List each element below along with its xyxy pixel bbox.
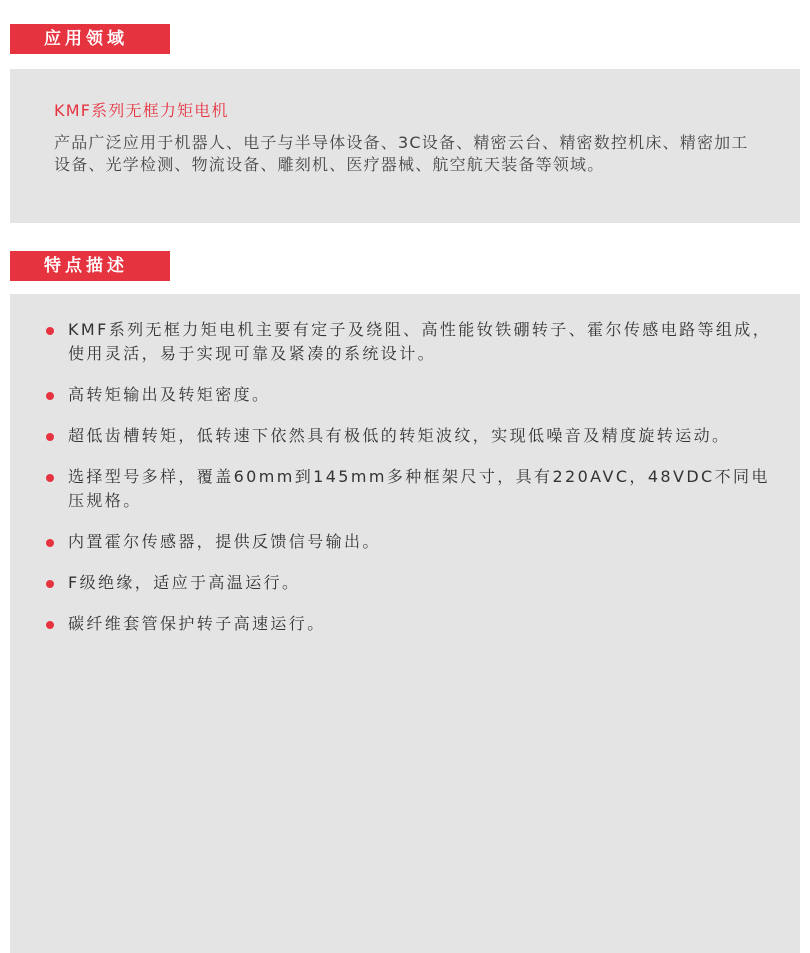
feature-text: 选择型号多样，覆盖60mm到145mm多种框架尺寸，具有220AVC，48VDC不同电压规格。 <box>68 467 770 510</box>
product-title: KMF系列无框力矩电机 <box>54 101 229 120</box>
feature-item <box>44 424 774 448</box>
section-heading-text: 特点描述 <box>44 256 128 276</box>
feature-text: 碳纤维套管保护转子高速运行。 <box>68 614 326 633</box>
bullet-dot-icon <box>46 433 54 441</box>
feature-text: F级绝缘，适应于高温运行。 <box>68 573 301 592</box>
feature-list <box>44 318 774 653</box>
bullet-dot-icon <box>46 327 54 335</box>
bullet-dot-icon <box>46 474 54 482</box>
features-panel <box>10 294 800 953</box>
feature-item <box>44 612 774 636</box>
bullet-dot-icon <box>46 621 54 629</box>
feature-item <box>44 530 774 554</box>
section-heading-text: 应用领域 <box>44 29 128 49</box>
bullet-dot-icon <box>46 539 54 547</box>
bullet-dot-icon <box>46 392 54 400</box>
section-heading-application <box>10 24 170 54</box>
feature-item <box>44 383 774 407</box>
feature-text: 内置霍尔传感器，提供反馈信号输出。 <box>68 532 381 551</box>
feature-item <box>44 465 774 513</box>
application-description: 产品广泛应用于机器人、电子与半导体设备、3C设备、精密云台、精密数控机床、精密加工设备、光学检测、物流设备、雕刻机、医疗器械、航空航天装备等领域。 <box>54 133 749 174</box>
feature-text: 高转矩输出及转矩密度。 <box>68 385 271 404</box>
feature-item <box>44 571 774 595</box>
bullet-dot-icon <box>46 580 54 588</box>
feature-text: KMF系列无框力矩电机主要有定子及绕阻、高性能钕铁硼转子、霍尔传感电路等组成，使用灵活，易于实现可靠及紧凑的系统设计。 <box>68 320 772 363</box>
feature-text: 超低齿槽转矩，低转速下依然具有极低的转矩波纹，实现低噪音及精度旋转运动。 <box>68 426 731 445</box>
application-panel <box>10 69 800 223</box>
feature-item <box>44 318 774 366</box>
section-heading-features <box>10 251 170 281</box>
